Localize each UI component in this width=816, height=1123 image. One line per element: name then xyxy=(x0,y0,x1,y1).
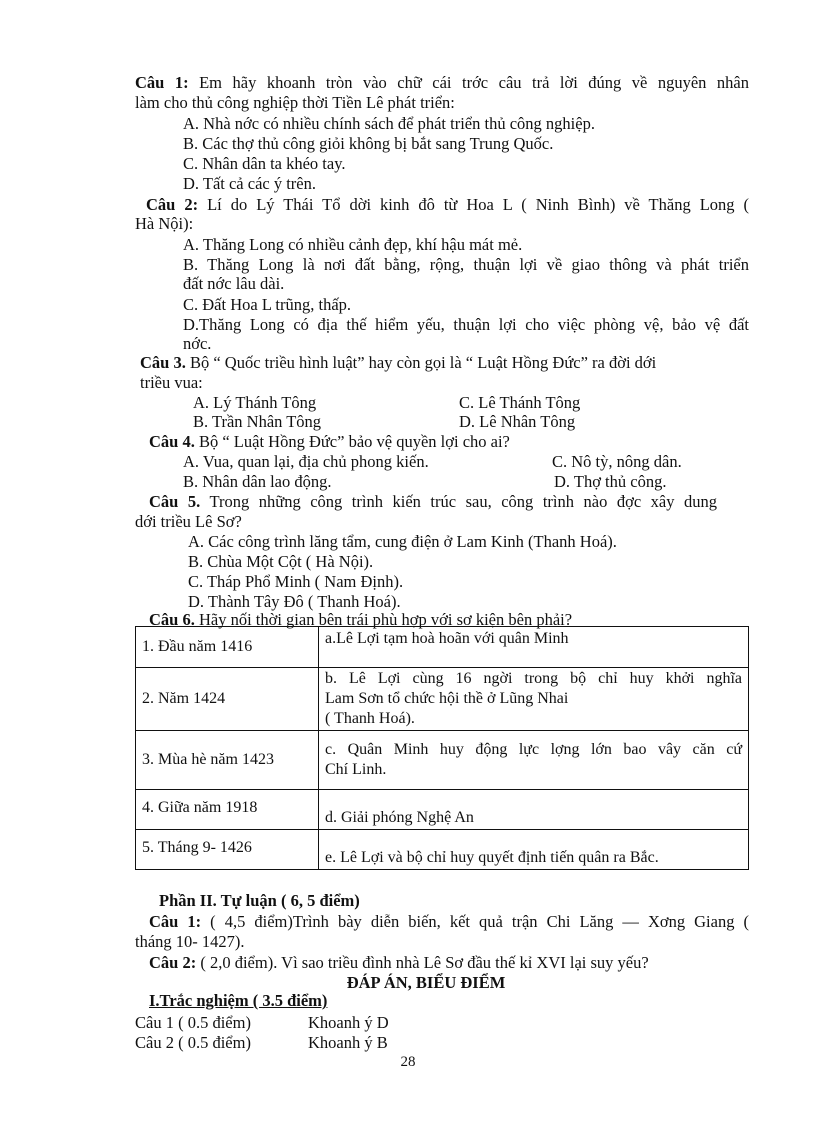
page-number: 28 xyxy=(400,1054,416,1070)
table-row xyxy=(136,830,749,870)
answer-row-q: Câu 1 ( 0.5 điểm) xyxy=(135,1013,251,1032)
matching-table xyxy=(135,626,749,870)
event-line: Chí Linh. xyxy=(325,761,387,778)
q5-label: Câu 5. xyxy=(149,492,201,511)
part2-title: Phần II. Tự luận ( 6, 5 điểm) xyxy=(159,891,360,910)
q2-option-b-line1: B. Thăng Long là nơi đất bằng, rộng, thuận lợi về giao thông và phát triển xyxy=(183,255,749,274)
table-cell-time: 5. Tháng 9- 1426 xyxy=(136,830,319,870)
table-row xyxy=(136,731,749,790)
table-row xyxy=(136,790,749,830)
q1-label: Câu 1: xyxy=(135,73,189,92)
q2-option-a: A. Thăng Long có nhiều cảnh đẹp, khí hậu mát mẻ. xyxy=(183,235,523,254)
answer-row-a: Khoanh ý B xyxy=(308,1033,388,1052)
part2-c2-label: Câu 2: xyxy=(149,953,197,972)
table-cell-time: 3. Mùa hè năm 1423 xyxy=(136,731,319,790)
answers-section-title: I.Trắc nghiệm ( 3.5 điểm) xyxy=(149,991,328,1010)
q3-text-line1: Bộ “ Quốc triều hình luật” hay còn gọi là “ Luật Hồng Đức” ra đời dới xyxy=(189,353,657,372)
q2-option-d-line1: D.Thăng Long có địa thế hiểm yếu, thuận lợi cho việc phòng vệ, bảo vệ đất xyxy=(183,315,749,334)
part2-c1-line2: tháng 10- 1427). xyxy=(135,932,245,951)
event-line: e. Lê Lợi và bộ chỉ huy quyết định tiến quân ra Bắc. xyxy=(325,849,659,866)
answer-row-a: Khoanh ý D xyxy=(308,1013,389,1032)
event-line: a.Lê Lợi tạm hoà hoãn với quân Minh xyxy=(325,630,569,647)
answer-row-q: Câu 2 ( 0.5 điểm) xyxy=(135,1033,251,1052)
q4-option-b: B. Nhân dân lao động. xyxy=(183,472,332,491)
q5-text-line1: Trong những công trình kiến trúc sau, công trình nào đợc xây dung xyxy=(209,492,718,511)
q3-line2: triều vua: xyxy=(140,373,203,392)
event-line: Lam Sơn tổ chức hội thề ở Lũng Nhai xyxy=(325,690,569,707)
q1-option-b: B. Các thợ thủ công giỏi không bị bắt sang Trung Quốc. xyxy=(183,134,554,153)
q4-label: Câu 4. xyxy=(149,432,195,451)
part2-c1-text: ( 4,5 điểm)Trình bày diễn biến, kết quả trận Chi Lăng — Xơng Giang ( xyxy=(210,912,749,931)
event-line: ( Thanh Hoá). xyxy=(325,710,415,727)
q2-option-b-line2: đất nớc lâu dài. xyxy=(183,274,285,293)
table-cell-time: 1. Đầu năm 1416 xyxy=(136,627,319,668)
part2-c1-line1 xyxy=(149,912,749,932)
q4-text-line1: Bộ “ Luật Hồng Đức” bảo vệ quyền lợi cho ai? xyxy=(198,432,510,451)
q1-text-line1: Em hãy khoanh tròn vào chữ cái trớc câu trả lời đúng về nguyên nhân xyxy=(199,73,749,92)
q2-line1 xyxy=(146,195,749,215)
q2-option-d-line2: nớc. xyxy=(183,334,212,353)
q3-option-c: C. Lê Thánh Tông xyxy=(459,393,581,412)
event-line: c. Quân Minh huy động lực lợng lớn bao vây căn cứ xyxy=(325,741,742,758)
q6-label: Câu 6. xyxy=(149,610,195,629)
q3-label: Câu 3. xyxy=(140,353,186,372)
q1-line1 xyxy=(135,73,749,93)
part2-c1-label: Câu 1: xyxy=(149,912,202,931)
q4-option-c: C. Nô tỳ, nông dân. xyxy=(552,452,682,471)
part2-c2-line xyxy=(149,953,649,973)
q4-option-a: A. Vua, quan lại, địa chủ phong kiến. xyxy=(183,452,429,471)
q5-option-a: A. Các công trình lăng tẩm, cung điện ở Lam Kinh (Thanh Hoá). xyxy=(188,532,617,551)
event-line: d. Giải phóng Nghệ An xyxy=(325,809,474,826)
q1-option-d: D. Tất cả các ý trên. xyxy=(183,174,316,193)
table-cell-event xyxy=(319,668,749,731)
q5-option-c: C. Tháp Phổ Minh ( Nam Định). xyxy=(188,572,404,591)
q2-line2: Hà Nội): xyxy=(135,214,194,233)
table-cell-time: 4. Giữa năm 1918 xyxy=(136,790,319,830)
q1-option-a: A. Nhà nớc có nhiều chính sách để phát triển thủ công nghiệp. xyxy=(183,114,595,133)
q3-option-d: D. Lê Nhân Tông xyxy=(459,412,576,431)
q6-text-line1: Hãy nối thời gian bên trái phù hợp với sơ kiện bên phải? xyxy=(198,610,573,629)
q1-option-c: C. Nhân dân ta khéo tay. xyxy=(183,154,346,173)
table-cell-event xyxy=(319,731,749,790)
answers-title: ĐÁP ÁN, BIỂU ĐIỂM xyxy=(346,973,506,992)
q4-option-d: D. Thợ thủ công. xyxy=(554,472,667,491)
q2-text-line1: Lí do Lý Thái Tổ dời kinh đô từ Hoa L ( Ninh Bình) về Thăng Long ( xyxy=(207,195,750,214)
table-row xyxy=(136,668,749,731)
event-line: b. Lê Lợi cùng 16 ngời trong bộ chỉ huy khởi nghĩa xyxy=(325,670,742,687)
table-cell-time: 2. Năm 1424 xyxy=(136,668,319,731)
q2-label: Câu 2: xyxy=(146,195,199,214)
q5-line1 xyxy=(149,492,717,512)
table-cell-event xyxy=(319,627,749,668)
q5-line2: dới triều Lê Sơ? xyxy=(135,512,242,531)
q4-line1 xyxy=(149,432,510,452)
table-cell-event xyxy=(319,790,749,830)
table-cell-event xyxy=(319,830,749,870)
table-row xyxy=(136,627,749,668)
q3-option-a: A. Lý Thánh Tông xyxy=(193,393,317,412)
q2-option-c: C. Đất Hoa L trũng, thấp. xyxy=(183,295,352,314)
q5-option-b: B. Chùa Một Cột ( Hà Nội). xyxy=(188,552,374,571)
q5-option-d: D. Thành Tây Đô ( Thanh Hoá). xyxy=(188,592,401,611)
q1-line2: làm cho thủ công nghiệp thời Tiền Lê phát triển: xyxy=(135,93,455,112)
part2-c2-text: ( 2,0 điểm). Vì sao triều đình nhà Lê Sơ đầu thế kỉ XVI lại suy yếu? xyxy=(200,953,649,972)
q3-line1 xyxy=(140,353,656,373)
q3-option-b: B. Trần Nhân Tông xyxy=(193,412,322,431)
